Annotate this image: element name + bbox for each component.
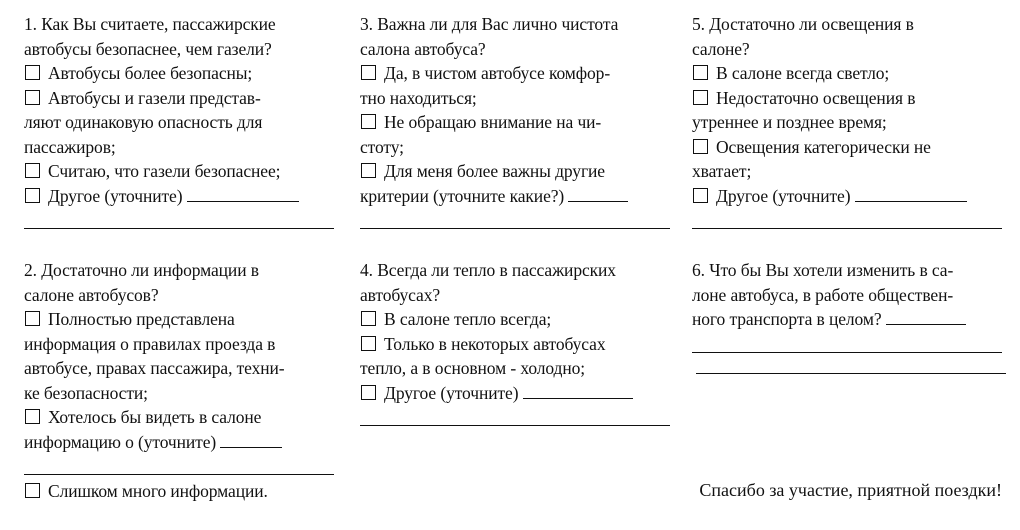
checkbox[interactable]: [361, 336, 376, 351]
q2-option-a-text-4: ке безопасности;: [24, 382, 148, 403]
checkbox[interactable]: [25, 409, 40, 424]
q5-option-c-text-1: Освещения категорически не: [716, 136, 931, 157]
q2-option-a-text-2: информация о правилах проезда в: [24, 333, 276, 354]
q3-option-c[interactable]: [360, 159, 672, 184]
answer-blank[interactable]: [220, 433, 282, 448]
checkbox[interactable]: [25, 163, 40, 178]
checkbox[interactable]: [25, 483, 40, 498]
question-4-title-line-2: автобусах?: [360, 284, 441, 305]
q5-option-c-text-2: хватает;: [692, 161, 752, 181]
thank-you-message: Спасибо за участие, приятной поездки!: [699, 480, 1002, 500]
q5-option-b-text-1: Недостаточно освещения в: [716, 87, 916, 108]
checkbox[interactable]: [693, 188, 708, 203]
q1-option-b-text-2: ляют одинаковую опасность для: [24, 112, 263, 132]
checkbox[interactable]: [361, 385, 376, 400]
question-6-title-line-3-row: [692, 307, 1008, 332]
q3-option-c-text-2: критерии (уточните какие?): [360, 185, 565, 206]
answer-line[interactable]: [696, 357, 1006, 374]
q2-option-a-text-1: Полностью представлена: [48, 309, 235, 329]
checkbox[interactable]: [25, 188, 40, 203]
checkbox[interactable]: [361, 114, 376, 129]
q2-option-c-text: Слишком много информации.: [48, 481, 268, 501]
question-1-title-line-2: автобусы безопаснее, чем газели?: [24, 38, 272, 59]
answer-blank[interactable]: [187, 187, 299, 202]
q4-option-a-text: В салоне тепло всегда;: [384, 309, 552, 329]
question-3-title-line-1: 3. Важна ли для Вас лично чистота: [360, 14, 619, 34]
q4-option-a[interactable]: [360, 307, 672, 332]
q5-option-a-text: В салоне всегда светло;: [716, 63, 890, 83]
answer-blank[interactable]: [568, 187, 628, 202]
q1-option-a-text: Автобусы более безопасны;: [48, 63, 253, 83]
q1-option-b-text-1: Автобусы и газели представ-: [48, 87, 261, 108]
answer-line[interactable]: [692, 336, 1002, 353]
question-2-title-line-2: салоне автобусов?: [24, 284, 159, 305]
question-5: [692, 12, 1004, 229]
answer-line[interactable]: [360, 212, 670, 229]
q5-option-b[interactable]: [692, 86, 1004, 111]
question-6-title-line-3: ного транспорта в целом?: [692, 309, 882, 329]
question-2: [24, 258, 336, 504]
q4-option-c[interactable]: [360, 381, 672, 406]
q2-option-a-text-3: автобусе, правах пассажира, техни-: [24, 358, 285, 378]
checkbox[interactable]: [25, 311, 40, 326]
q5-option-b-text-2: утреннее и позднее время;: [692, 112, 887, 132]
question-6-title-line-1: 6. Что бы Вы хотели изменить в са-: [692, 260, 954, 280]
q4-option-b[interactable]: [360, 332, 672, 357]
q3-option-b[interactable]: [360, 110, 672, 135]
checkbox[interactable]: [693, 139, 708, 154]
question-4-title-line-1: 4. Всегда ли тепло в пассажирских: [360, 260, 616, 280]
question-1: [24, 12, 336, 229]
answer-line[interactable]: [360, 409, 670, 426]
question-4: [360, 258, 672, 426]
question-6-title-line-2: лоне автобуса, в работе обществен-: [692, 284, 954, 305]
q5-option-a[interactable]: [692, 61, 1004, 86]
q3-option-c-text-1: Для меня более важны другие: [384, 161, 605, 181]
q3-option-b-text-1: Не обращаю внимание на чи-: [384, 112, 602, 132]
q1-option-a[interactable]: [24, 61, 336, 86]
checkbox[interactable]: [361, 311, 376, 326]
q4-option-c-text: Другое (уточните): [384, 382, 519, 403]
q2-option-b-text-1: Хотелось бы видеть в салоне: [48, 407, 262, 427]
q1-option-b-text-3: пассажиров;: [24, 136, 116, 157]
answer-line[interactable]: [24, 458, 334, 475]
question-5-title-line-1: 5. Достаточно ли освещения в: [692, 14, 914, 34]
q1-option-c-text: Считаю, что газели безопаснее;: [48, 161, 281, 181]
q3-option-a-text-1: Да, в чистом автобусе комфор-: [384, 63, 611, 83]
q5-option-d[interactable]: [692, 184, 1004, 209]
q3-option-a-text-2: тно находиться;: [360, 87, 477, 108]
q5-option-c[interactable]: [692, 135, 1004, 160]
checkbox[interactable]: [361, 163, 376, 178]
question-2-title-line-1: 2. Достаточно ли информации в: [24, 260, 259, 280]
question-5-title-line-2: салоне?: [692, 38, 750, 59]
answer-blank[interactable]: [886, 310, 966, 325]
q1-option-d[interactable]: [24, 184, 336, 209]
checkbox[interactable]: [25, 65, 40, 80]
q2-option-b-line-2: [24, 430, 336, 455]
q3-option-b-text-2: стоту;: [360, 136, 404, 157]
q4-option-b-text-2: тепло, а в основном - холодно;: [360, 358, 586, 378]
checkbox[interactable]: [25, 90, 40, 105]
checkbox[interactable]: [693, 65, 708, 80]
q2-option-a[interactable]: [24, 307, 336, 332]
checkbox[interactable]: [693, 90, 708, 105]
question-6: [692, 258, 1008, 374]
question-1-title-line-1: 1. Как Вы считаете, пассажирские: [24, 14, 276, 34]
answer-blank[interactable]: [855, 187, 967, 202]
answer-line[interactable]: [24, 212, 334, 229]
q2-option-b-text-2: информацию о (уточните): [24, 431, 217, 452]
q1-option-d-text: Другое (уточните): [48, 185, 183, 206]
q2-option-b[interactable]: [24, 405, 336, 430]
q3-option-a[interactable]: [360, 61, 672, 86]
answer-blank[interactable]: [523, 384, 633, 399]
q1-option-b[interactable]: [24, 86, 336, 111]
q5-option-d-text: Другое (уточните): [716, 185, 851, 206]
q4-option-b-text-1: Только в некоторых автобусах: [384, 333, 606, 354]
checkbox[interactable]: [361, 65, 376, 80]
q1-option-c[interactable]: [24, 159, 336, 184]
question-3: [360, 12, 672, 229]
q3-option-c-line-2: [360, 184, 672, 209]
question-3-title-line-2: салона автобуса?: [360, 38, 486, 59]
q2-option-c[interactable]: [24, 479, 336, 504]
answer-line[interactable]: [692, 212, 1002, 229]
